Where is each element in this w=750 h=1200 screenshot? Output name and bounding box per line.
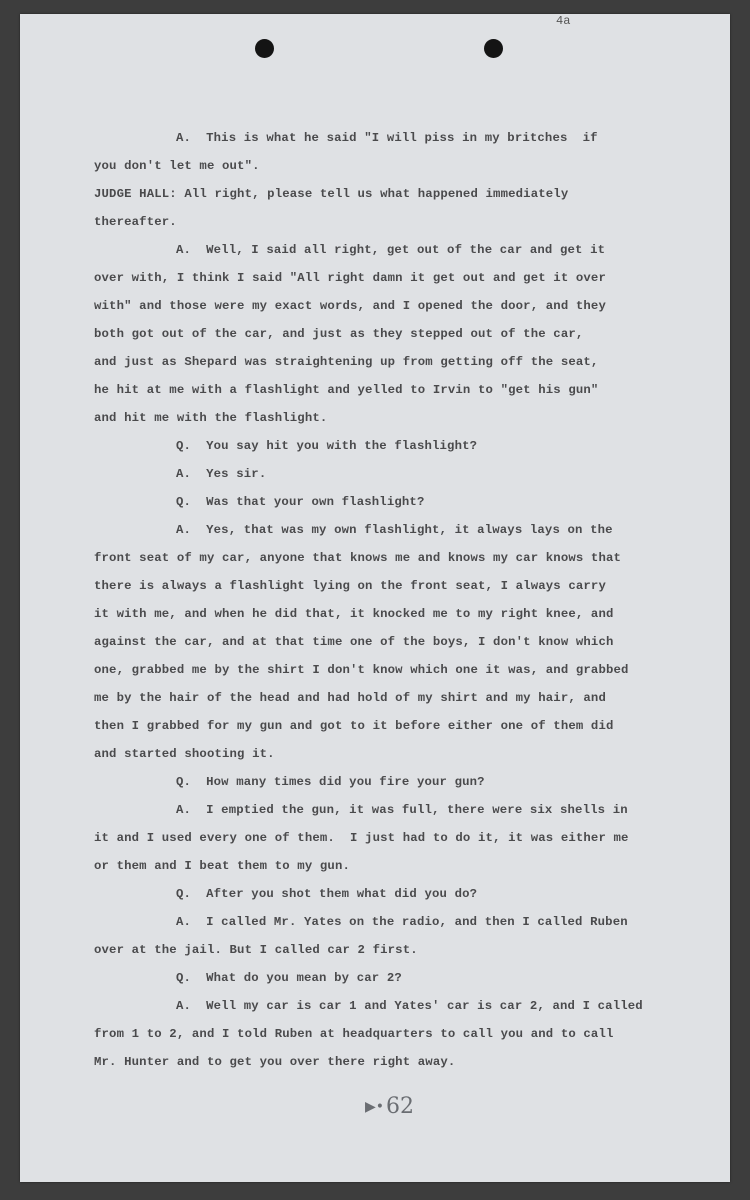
transcript-line: Q. You say hit you with the flashlight? [176, 439, 478, 453]
stamp-number: 62 [386, 1094, 415, 1119]
transcript-line: over with, I think I said "All right damn it get out and get it over [94, 271, 606, 285]
transcript-line: he hit at me with a flashlight and yelled to Irvin to "get his gun" [94, 383, 599, 397]
transcript-line: and just as Shepard was straightening up from getting off the seat, [94, 355, 599, 369]
page-marker: 4a [556, 14, 571, 28]
transcript-line: and started shooting it. [94, 747, 275, 761]
transcript-line: and hit me with the flashlight. [94, 411, 328, 425]
transcript-line: A. Yes, that was my own flashlight, it always lays on the [176, 523, 613, 537]
transcript-line: both got out of the car, and just as they stepped out of the car, [94, 327, 584, 341]
transcript-line: from 1 to 2, and I told Ruben at headquarters to call you and to call [94, 1027, 614, 1041]
transcript-line: there is always a flashlight lying on the front seat, I always carry [94, 579, 606, 593]
page-stamp [365, 1094, 414, 1119]
document-page [20, 14, 730, 1182]
punch-hole-left [255, 39, 274, 58]
transcript-line: Q. What do you mean by car 2? [176, 971, 402, 985]
stamp-arrow-icon: ▶• [365, 1099, 385, 1115]
transcript-body [94, 124, 704, 1076]
transcript-line: front seat of my car, anyone that knows me and knows my car knows that [94, 551, 622, 565]
transcript-line: Q. After you shot them what did you do? [176, 887, 478, 901]
transcript-line: against the car, and at that time one of the boys, I don't know which [94, 635, 614, 649]
transcript-line: me by the hair of the head and had hold of my shirt and my hair, and [94, 691, 606, 705]
transcript-line: Q. Was that your own flashlight? [176, 495, 425, 509]
transcript-line: A. Yes sir. [176, 467, 267, 481]
transcript-line: Q. How many times did you fire your gun? [176, 775, 485, 789]
transcript-line: with" and those were my exact words, and I opened the door, and they [94, 299, 606, 313]
transcript-line: JUDGE HALL: All right, please tell us what happened immediately [94, 187, 569, 201]
transcript-line: thereafter. [94, 215, 177, 229]
transcript-line: you don't let me out". [94, 159, 260, 173]
transcript-line: it with me, and when he did that, it knocked me to my right knee, and [94, 607, 614, 621]
transcript-line: one, grabbed me by the shirt I don't know which one it was, and grabbed [94, 663, 629, 677]
transcript-line: A. I emptied the gun, it was full, there were six shells in [176, 803, 628, 817]
transcript-line: then I grabbed for my gun and got to it before either one of them did [94, 719, 614, 733]
transcript-line: A. Well my car is car 1 and Yates' car is car 2, and I called [176, 999, 643, 1013]
transcript-line: A. This is what he said "I will piss in my britches if [176, 131, 598, 145]
transcript-line: A. I called Mr. Yates on the radio, and then I called Ruben [176, 915, 628, 929]
transcript-line: or them and I beat them to my gun. [94, 859, 350, 873]
transcript-line: it and I used every one of them. I just had to do it, it was either me [94, 831, 629, 845]
transcript-line: over at the jail. But I called car 2 first. [94, 943, 418, 957]
punch-hole-right [484, 39, 503, 58]
transcript-line: A. Well, I said all right, get out of the car and get it [176, 243, 606, 257]
transcript-line: Mr. Hunter and to get you over there right away. [94, 1055, 456, 1069]
